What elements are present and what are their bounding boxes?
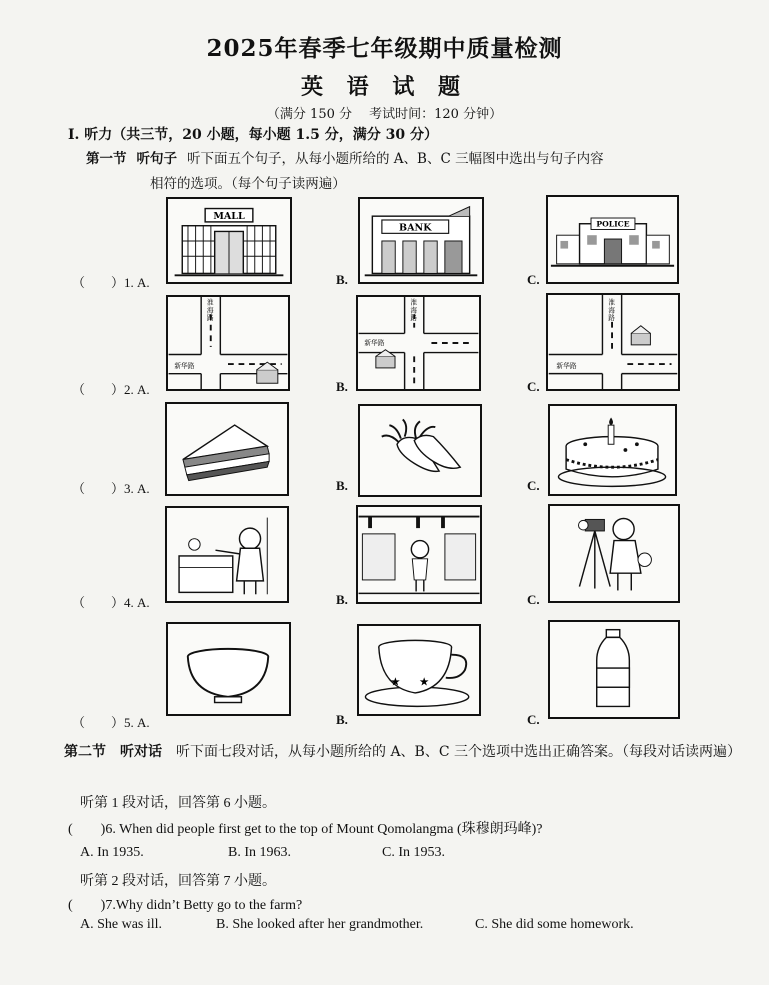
map-a	[168, 297, 288, 389]
part2-name: 听对话	[120, 744, 162, 760]
part1-instruction-cont: 相符的选项。（每个句子读两遍）	[150, 176, 346, 192]
q2-image-a-map[interactable]	[166, 295, 290, 391]
svg-text:★: ★	[390, 674, 401, 689]
q7-question: ( )7.Why didn’t Betty go to the farm?	[68, 898, 303, 913]
q5-label-b: B.	[336, 712, 348, 727]
cooking-illustration	[167, 508, 287, 601]
part1-instruction	[86, 147, 604, 167]
q7-option-b[interactable]: B. She looked after her grandmother.	[216, 917, 424, 932]
q3-label-b: B.	[336, 478, 348, 493]
q7-option-a[interactable]: A. She was ill.	[80, 917, 163, 932]
q4-label-b: B.	[336, 592, 348, 607]
teacup-illustration	[359, 626, 479, 714]
q5-image-b-teacup[interactable]	[357, 624, 481, 716]
part2-instruction	[64, 740, 744, 764]
q2-image-c-map[interactable]	[546, 293, 680, 391]
q1-label: （ ）1. A.	[72, 275, 150, 290]
q3-image-b-carrots[interactable]	[358, 404, 482, 497]
map-a-road-h: 新华路	[174, 361, 195, 370]
photographer-illustration	[550, 506, 678, 601]
police-sign: POLICE	[596, 219, 630, 229]
q5-image-a-bowl[interactable]	[166, 622, 291, 716]
q1-image-a-mall[interactable]	[166, 197, 292, 284]
part1-text: 听下面五个句子，从每小题所给的 A、B、C 三幅图中选出与句子内容	[187, 151, 604, 167]
sandwich-illustration	[167, 404, 287, 494]
subway-illustration	[358, 507, 480, 602]
q4-image-c-photographer[interactable]	[548, 504, 680, 603]
q5-label: （ ）5. A.	[72, 715, 150, 730]
map-a-road-v: 淮海路	[206, 298, 214, 322]
q1-label-b: B.	[336, 272, 348, 287]
q4-image-a-cooking[interactable]	[165, 506, 289, 603]
q2-image-b-map[interactable]	[356, 295, 481, 391]
bottle-illustration	[550, 622, 678, 717]
map-b-road-v: 淮海路	[410, 298, 418, 322]
q4-label-c: C.	[527, 592, 540, 607]
q1-image-b-bank[interactable]	[358, 197, 484, 284]
q5-label-c: C.	[527, 712, 540, 727]
map-c-road-v: 淮海路	[608, 298, 615, 322]
q2-label-c: C.	[527, 379, 540, 394]
q2-label-b: B.	[336, 379, 348, 394]
q1-image-c-police[interactable]	[546, 195, 679, 284]
q3-label-c: C.	[527, 478, 540, 493]
bank-sign: BANK	[399, 222, 432, 234]
mall-sign: MALL	[213, 211, 245, 223]
carrots-illustration	[360, 406, 480, 495]
q2-label: （ ）2. A.	[72, 382, 150, 397]
q5-image-c-bottle[interactable]	[548, 620, 680, 719]
part2-text: 听下面七段对话，从每小题所给的 A、B、C 三个选项中选出正确答案。（每段对话读两遍）	[176, 744, 742, 760]
exam-info: （满分 150 分 考试时间：120 分钟）	[266, 107, 503, 122]
exam-title: 2025年春季七年级期中质量检测	[206, 35, 563, 62]
q6-option-b[interactable]: B. In 1963.	[228, 845, 291, 860]
q1-label-c: C.	[527, 272, 540, 287]
q3-image-a-sandwich[interactable]	[165, 402, 289, 496]
q7-option-c[interactable]: C. She did some homework.	[475, 917, 634, 932]
cake-illustration	[550, 406, 675, 494]
q6-option-a[interactable]: A. In 1935.	[80, 845, 144, 860]
q3-label: （ ）3. A.	[72, 481, 150, 496]
q3-image-c-cake[interactable]	[548, 404, 677, 496]
mall-illustration	[168, 199, 290, 282]
map-c	[548, 295, 678, 389]
q6-question: ( )6. When did people first get to the top of Mount Qomolangma (珠穆朗玛峰)?	[68, 822, 543, 837]
map-b-road-h: 新华路	[364, 338, 385, 347]
svg-text:★: ★	[419, 674, 430, 689]
police-station-illustration	[548, 197, 677, 282]
part2-label: 第二节	[64, 744, 106, 760]
bank-illustration	[360, 199, 482, 282]
bowl-illustration	[168, 624, 289, 714]
dialogue1-intro: 听第 1 段对话，回答第 6 小题。	[80, 796, 276, 811]
q4-image-b-subway[interactable]	[356, 505, 482, 604]
map-b	[358, 297, 479, 389]
exam-subtitle: 英 语 试 题	[301, 74, 468, 100]
q4-label: （ ）4. A.	[72, 595, 150, 610]
part1-name: 听句子	[136, 151, 177, 167]
q6-option-c[interactable]: C. In 1953.	[382, 845, 445, 860]
section-heading: I. 听力（共三节，20 小题，每小题 1.5 分，满分 30 分）	[68, 127, 438, 143]
map-c-road-h: 新华路	[556, 361, 577, 370]
part1-label: 第一节	[86, 151, 127, 167]
dialogue2-intro: 听第 2 段对话，回答第 7 小题。	[80, 874, 276, 889]
